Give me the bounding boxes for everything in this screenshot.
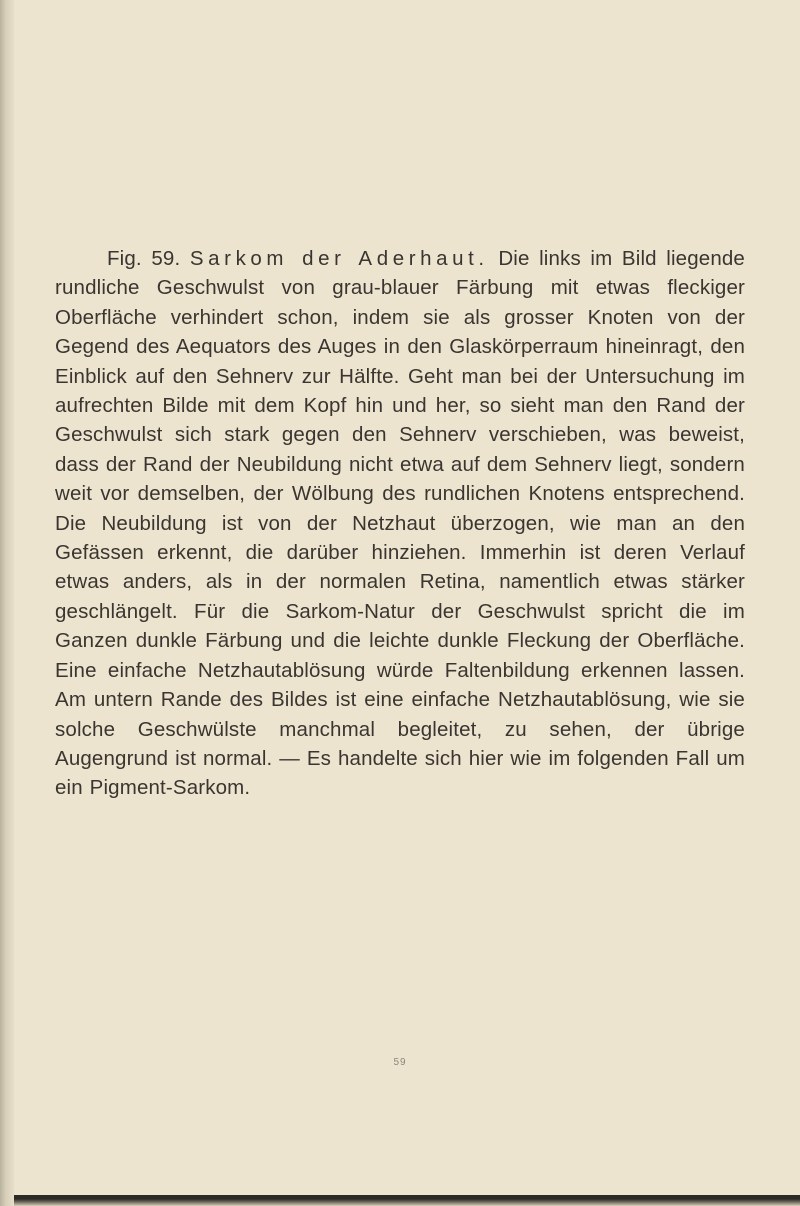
page-number: 59 <box>393 1057 407 1068</box>
bottom-edge-rule <box>14 1195 800 1206</box>
description-paragraph <box>55 244 745 803</box>
figure-title: Sarkom der Aderhaut. <box>189 247 489 270</box>
figure-description <box>55 244 745 803</box>
figure-label: Fig. 59. <box>107 247 181 270</box>
description-body: Die links im Bild liegende rundliche Geschwulst von grau-blauer Färbung mit etwas fleckiger Oberfläche verhindert schon, indem sie als grosser Knoten von der Gegend des Aequators des Auges in den Glaskörperraum hineinragt, den Einblick auf den Sehnerv zur Hälfte. Geht man bei der Untersuchung im aufrechten Bilde mit dem Kopf hin und her, so sieht man den Rand der Geschwulst sich stark gegen den Sehnerv verschieben, was beweist, dass der Rand der Neubildung nicht etwa auf dem Sehnerv liegt, sondern weit vor demselben, der Wölbung des rundlichen Knotens entsprechend. Die Neubildung ist von der Netzhaut überzogen, wie man an den Gefässen erkennt, die darüber hinziehen. Immerhin ist deren Verlauf etwas anders, als in der normalen Retina, namentlich etwas stärker geschlängelt. Für die Sarkom-Natur der Geschwulst spricht die im Ganzen dunkle Färbung und die leichte dunkle Fleckung der Oberfläche. Eine einfache Netzhautablösung würde Faltenbildung erkennen lassen. Am untern Rande des Bildes ist eine einfache Netzhautablösung, wie sie solche Geschwülste manchmal begleitet, zu sehen, der übrige Augengrund ist normal. — Es handelte sich hier wie im folgenden Fall um ein Pigment-Sarkom. <box>55 247 745 800</box>
page-binding-edge <box>0 0 14 1206</box>
